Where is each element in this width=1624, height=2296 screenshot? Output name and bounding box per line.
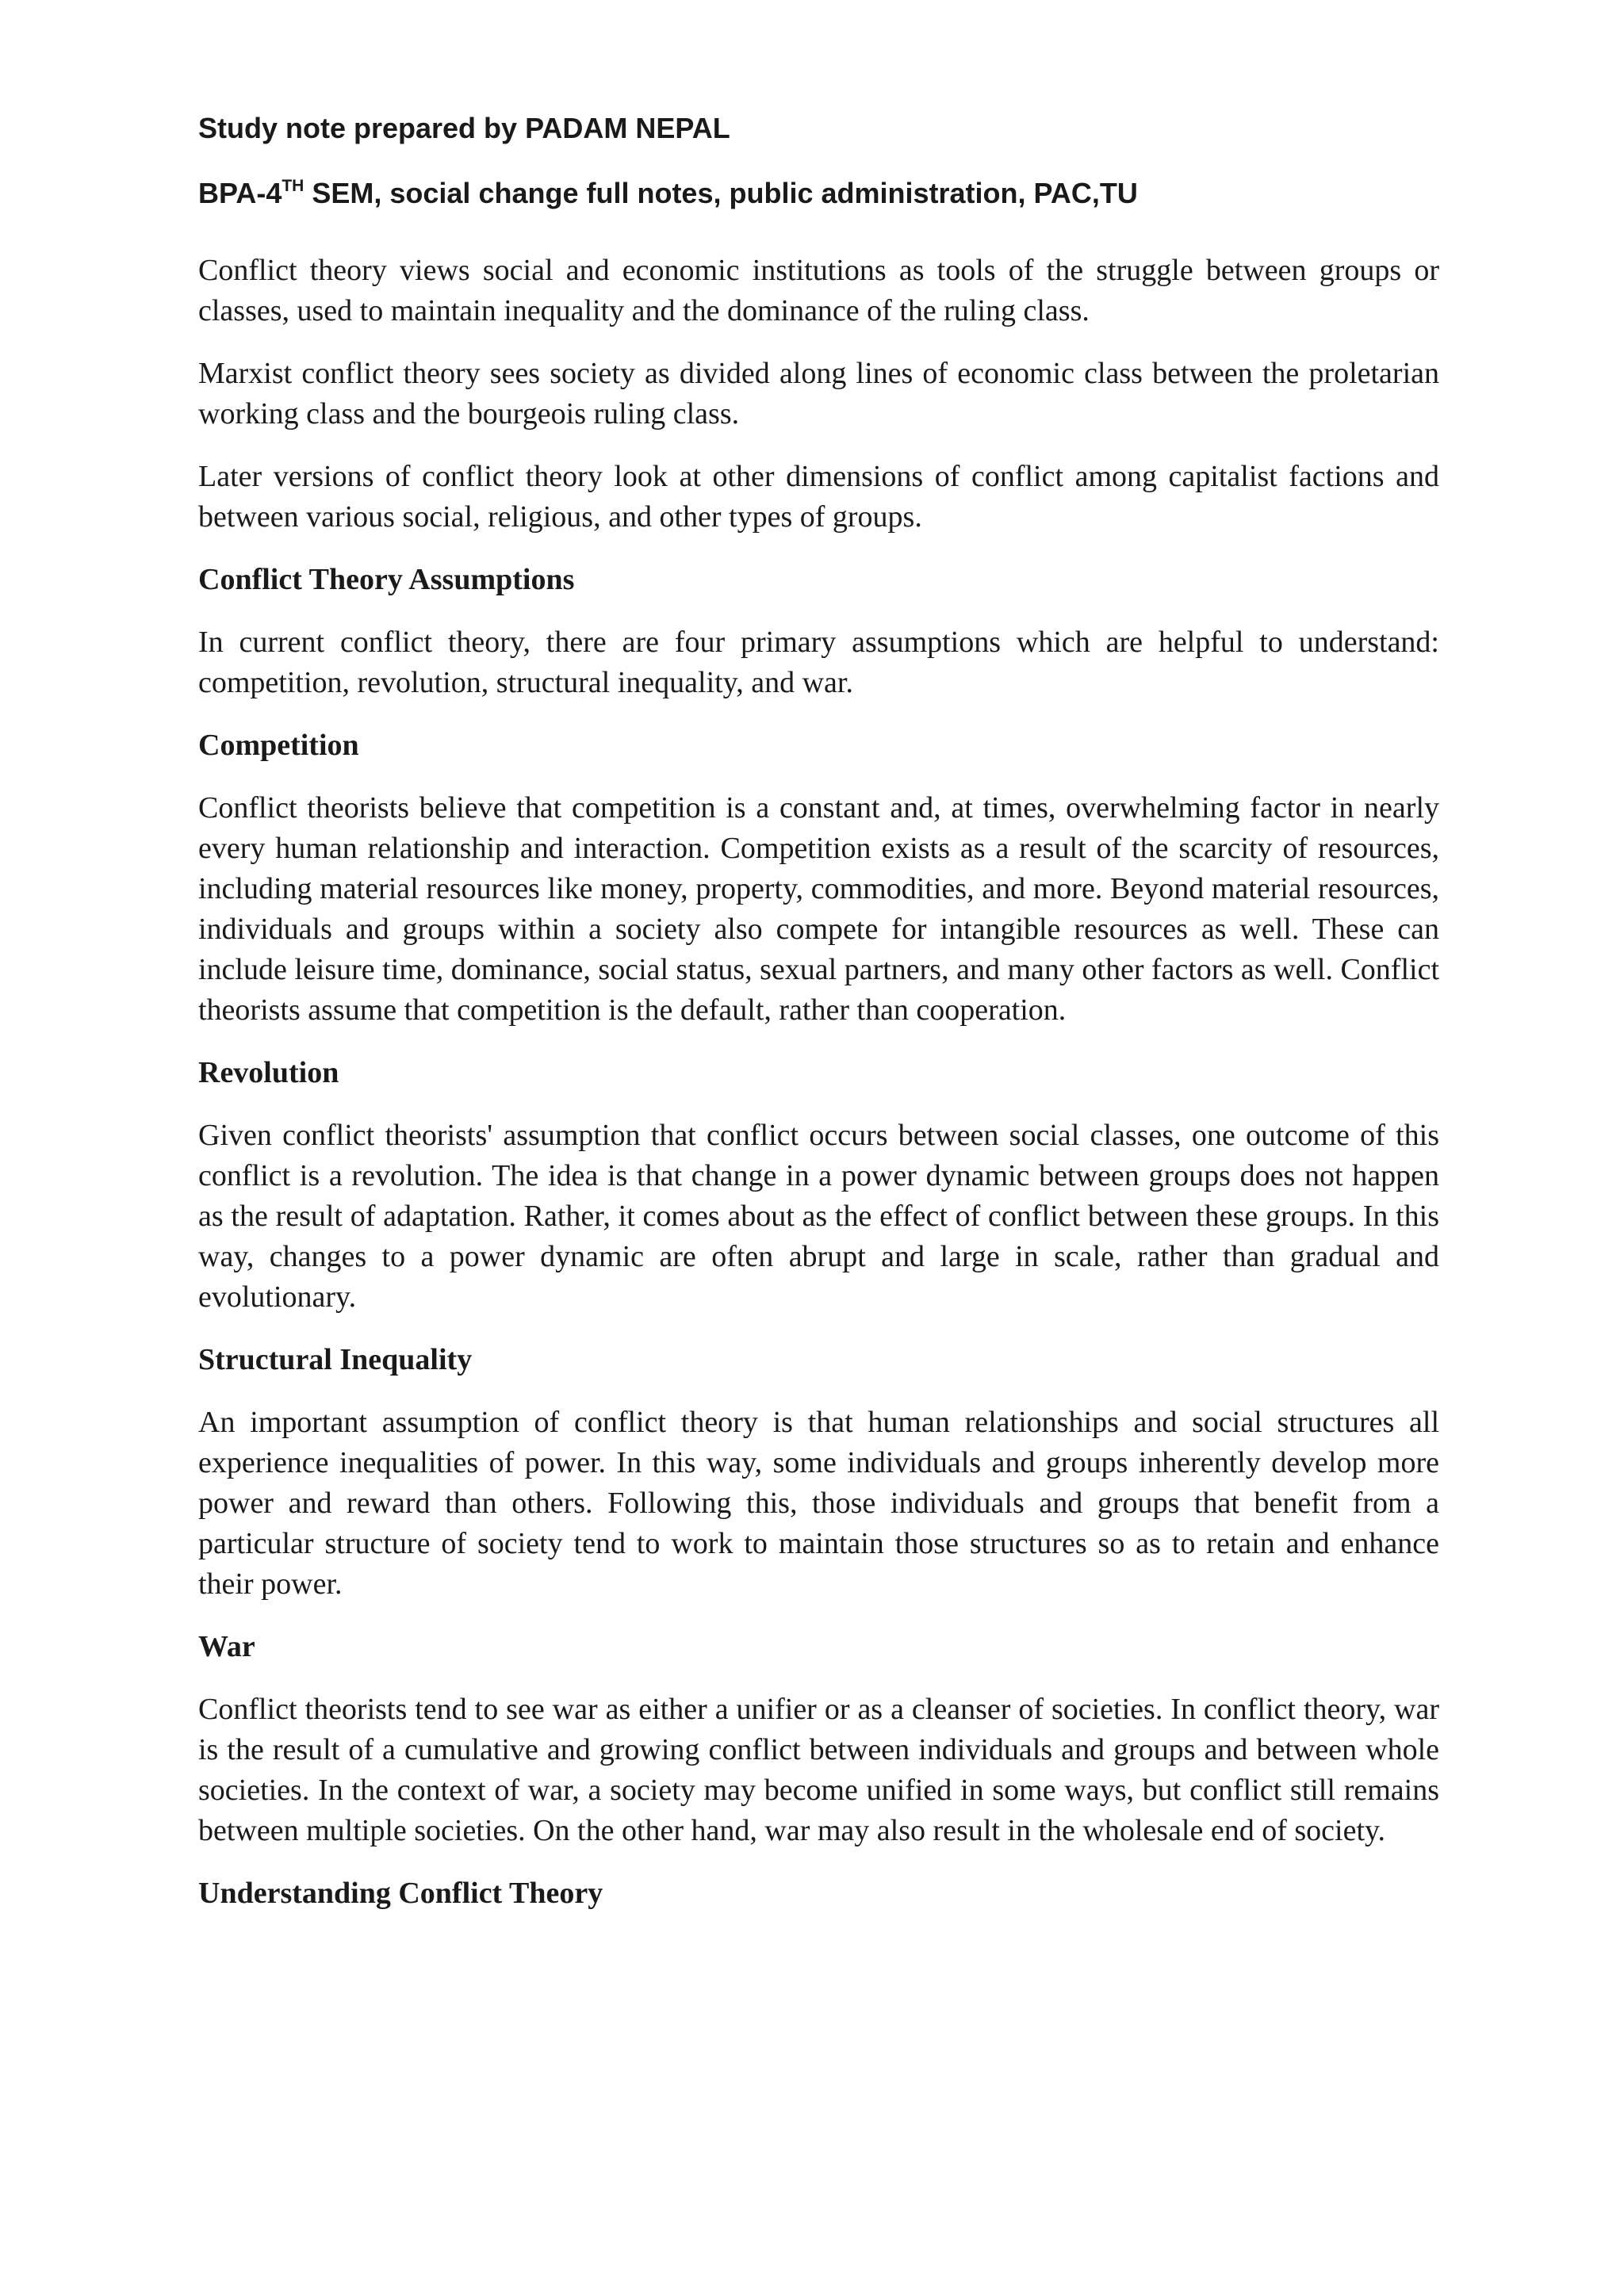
section-paragraph-revolution: Given conflict theorists' assumption that conflict occurs between social classes, one outcome of this conflict is a revolution. The idea is that change in a power dynamic between groups does not happen as the result of adaptation. Rather, it comes about as the effect of conflict between these groups. In this way, changes to a power dynamic are often abrupt and large in scale, rather than gradual and evolutionary.: [198, 1119, 1439, 1314]
course-prefix: BPA-4: [198, 177, 282, 209]
author-note: Study note prepared by PADAM NEPAL: [198, 112, 730, 144]
section-paragraph-assumptions: In current conflict theory, there are four primary assumptions which are helpful to understand: competition, revolution, structural inequality, and war.: [198, 626, 1439, 699]
section-heading-assumptions: Conflict Theory Assumptions: [198, 563, 575, 596]
section-heading-war: War: [198, 1630, 255, 1663]
intro-paragraph: Conflict theory views social and economic institutions as tools of the struggle between groups or classes, used to maintain inequality and the dominance of the ruling class.: [198, 254, 1439, 327]
section-paragraph-war: Conflict theorists tend to see war as either a unifier or as a cleanser of societies. In conflict theory, war is the result of a cumulative and growing conflict between individuals and groups and between whole societies. In the context of war, a society may become unified in some ways, but conflict still remains between multiple societies. On the other hand, war may also result in the wholesale end of society.: [198, 1693, 1439, 1847]
course-line: [198, 176, 1439, 211]
document-body: [198, 251, 1439, 1914]
course-suffix: SEM, social change full notes, public administration, PAC,TU: [304, 177, 1138, 209]
section-heading-understanding: Understanding Conflict Theory: [198, 1877, 603, 1910]
document-page: [198, 111, 1439, 1936]
course-superscript: TH: [282, 177, 304, 195]
intro-paragraph: Marxist conflict theory sees society as divided along lines of economic class between the proletarian working class and the bourgeois ruling class.: [198, 357, 1439, 430]
intro-paragraph: Later versions of conflict theory look at other dimensions of conflict among capitalist factions and between various social, religious, and other types of groups.: [198, 460, 1439, 534]
section-paragraph-structural-inequality: An important assumption of conflict theory is that human relationships and social structures all experience inequalities of power. In this way, some individuals and groups inherently develop more power and reward than others. Following this, those individuals and groups that benefit from a particular structure of society tend to work to maintain those structures so as to retain and enhance their power.: [198, 1406, 1439, 1601]
section-heading-structural-inequality: Structural Inequality: [198, 1343, 473, 1376]
section-paragraph-competition: Conflict theorists believe that competition is a constant and, at times, overwhelming factor in nearly every human relationship and interaction. Competition exists as a result of the scarcity of resources, including material resources like money, property, commodities, and more. Beyond material resources, individuals and groups within a society also compete for intangible resources as well. These can include leisure time, dominance, social status, sexual partners, and many other factors as well. Conflict theorists assume that competition is the default, rather than cooperation.: [198, 791, 1439, 1027]
section-heading-competition: Competition: [198, 729, 359, 762]
section-heading-revolution: Revolution: [198, 1056, 339, 1089]
